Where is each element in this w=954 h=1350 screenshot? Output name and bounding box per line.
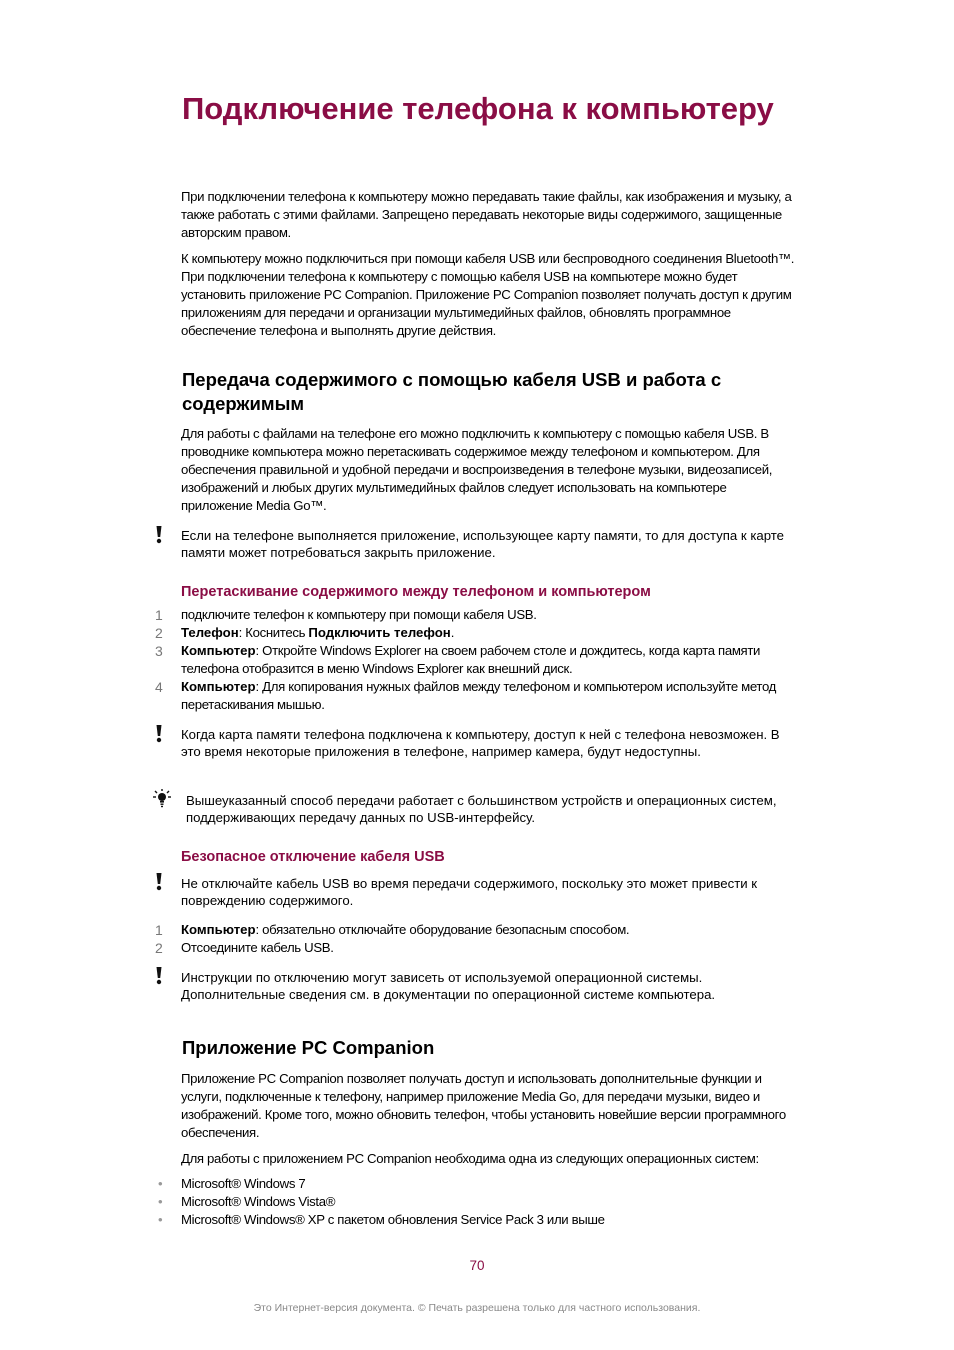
step-number: 2 xyxy=(155,940,163,956)
usb-paragraph: Для работы с файлами на телефоне его можно подключить к компьютеру с помощью кабеля USB. В проводнике компьютера можно перетаскивать содержимое между телефоном и компьютером. Для обеспечения правильной и удобной передачи и воспроизведения в телефоне музыки, видеозаписей, изображений и любых других мультимедийных файлов следует использовать на компьютере приложение Media Go™. xyxy=(181,426,773,513)
step-text: подключите телефон к компьютеру при помощи кабеля USB. xyxy=(181,607,537,622)
step-label-computer: Компьютер xyxy=(181,922,256,937)
pc-companion-paragraph-1: Приложение PC Companion позволяет получать доступ и использовать дополнительные функции и услуги, подключенные к телефону, например приложение Media Go, для передачи музыки, видео и изображений. Кроме того, можно обновить телефон, чтобы установить новейшие версии программного обеспечения. xyxy=(181,1071,786,1140)
note-memory-card-app: Если на телефоне выполняется приложение, использующее карту памяти, то для доступа к карте памяти может потребоваться закрыть приложение. xyxy=(181,528,784,560)
step-number: 1 xyxy=(155,922,163,938)
section-heading-pc-companion: Приложение PC Companion xyxy=(182,1037,435,1058)
step-label-phone: Телефон xyxy=(181,625,239,640)
step-label-computer: Компьютер xyxy=(181,643,256,658)
bullet-icon: • xyxy=(158,1176,163,1191)
page-number: 70 xyxy=(469,1258,485,1273)
subheading-safe-disconnect: Безопасное отключение кабеля USB xyxy=(181,849,445,865)
step-text: Отсоедините кабель USB. xyxy=(181,940,334,955)
exclamation-icon xyxy=(155,966,163,986)
exclamation-icon xyxy=(155,525,163,545)
connect-phone-label: Подключить телефон xyxy=(308,625,451,640)
note-memory-card-access: Когда карта памяти телефона подключена к компьютеру, доступ к ней с телефона невозможен. В это время некоторые приложения в телефоне, например камера, будут недоступны. xyxy=(181,727,780,759)
subheading-drag-drop: Перетаскивание содержимого между телефоном и компьютером xyxy=(181,584,651,600)
note-dont-disconnect: Не отключайте кабель USB во время передачи содержимого, поскольку это может привести к повреждению содержимого. xyxy=(181,876,758,908)
step-label-computer: Компьютер xyxy=(181,679,256,694)
footer-copyright: Это Интернет-версия документа. © Печать разрешена только для частного использования. xyxy=(253,1302,701,1314)
bullet-icon: • xyxy=(158,1194,163,1209)
note-os-instructions: Инструкции по отключению могут зависеть от используемой операционной системы. Дополнительные сведения см. в документации по операционной системе компьютера. xyxy=(181,970,716,1002)
step-number: 2 xyxy=(155,625,163,641)
pc-companion-paragraph-2: Для работы с приложением PC Companion необходима одна из следующих операционных систем: xyxy=(181,1151,759,1166)
tip-usb-compatibility: Вышеуказанный способ передачи работает с большинством устройств и операционных систем, поддерживающих передачу данных по USB-интерфейсу. xyxy=(186,793,777,825)
step-number: 3 xyxy=(155,643,163,659)
lightbulb-icon xyxy=(150,789,174,809)
section-heading-usb: Передача содержимого с помощью кабеля USB и работа с содержимым xyxy=(182,369,722,414)
bullet-icon: • xyxy=(158,1212,163,1227)
step-number: 4 xyxy=(155,679,163,695)
step-number: 1 xyxy=(155,607,163,623)
intro-paragraph-1: При подключении телефона к компьютеру можно передавать такие файлы, как изображения и музыку, а также работать с этими файлами. Запрещено передавать некоторые виды содержимого, защищенные авторским правом. xyxy=(181,189,792,240)
exclamation-icon xyxy=(155,724,163,744)
exclamation-icon xyxy=(155,872,163,892)
page-title: Подключение телефона к компьютеру xyxy=(182,91,774,126)
intro-paragraph-2: К компьютеру можно подключиться при помощи кабеля USB или беспроводного соединения Bluetooth™. При подключении телефона к компьютеру с помощью кабеля USB на компьютере можно будет установить приложение PC Companion. Приложение PC Companion позволяет получать доступ к другим приложениям для передачи и организации мультимедийных файлов, обновлять программное обеспечение телефона и выполнять другие действия. xyxy=(181,251,795,338)
